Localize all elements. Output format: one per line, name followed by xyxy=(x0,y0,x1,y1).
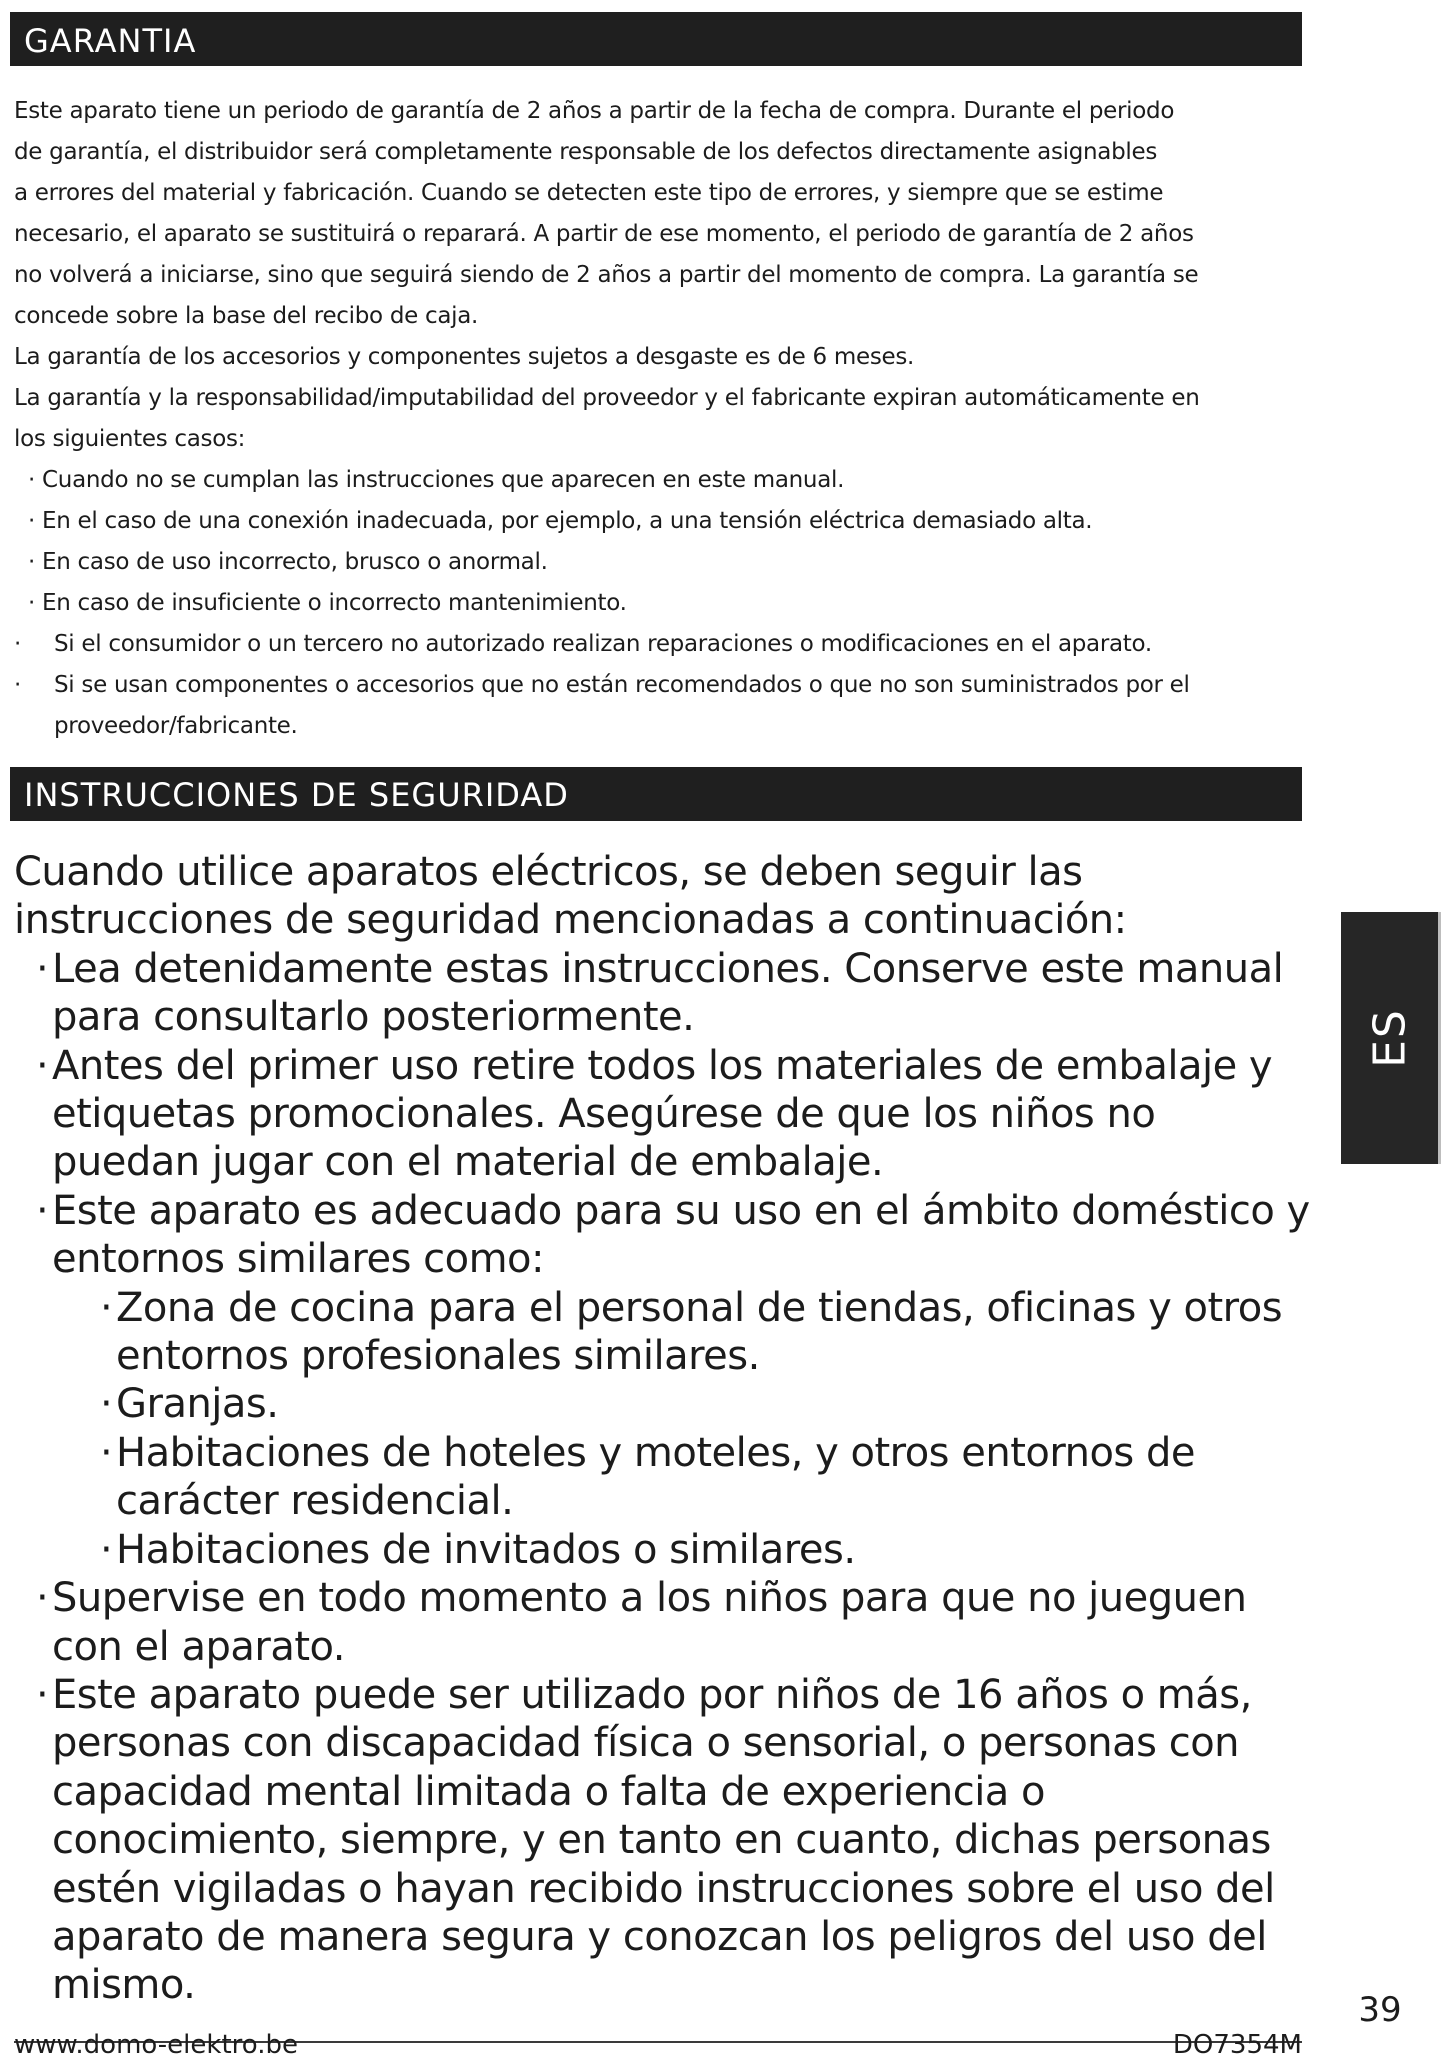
safety-intro: Cuando utilice aparatos eléctricos, se deben seguir las instrucciones de seguridad mencionadas a continuación: xyxy=(14,849,1127,944)
safety-subitem: · Zona de cocina para el personal de tiendas, oficinas y otros entornos profesionales similares. xyxy=(14,1284,1316,1381)
safety-item: · Supervise en todo momento a los niños para que no jueguen con el aparato. xyxy=(14,1574,1292,1671)
footer-model-number: DO7354M xyxy=(1172,2030,1302,2060)
warranty-line: los siguientes casos: xyxy=(14,426,246,452)
warranty-line: La garantía de los accesorios y componentes sujetos a desgaste es de 6 meses. xyxy=(14,344,915,370)
safety-subitem: · Habitaciones de invitados o similares. xyxy=(14,1526,1316,1574)
safety-subitem: · Habitaciones de hoteles y moteles, y otros entornos de carácter residencial. xyxy=(14,1429,1256,1526)
safety-subitem: · Granjas. xyxy=(14,1380,1316,1428)
page-number: 39 xyxy=(1358,1990,1402,2030)
safety-item: · Este aparato es adecuado para su uso en el ámbito doméstico y entornos similares como: xyxy=(14,1187,1312,1284)
language-tab xyxy=(1341,912,1441,1164)
warranty-bullet: · Si el consumidor o un tercero no autorizado realizan reparaciones o modificaciones en el aparato. xyxy=(14,624,1304,665)
safety-body xyxy=(14,848,1314,2010)
safety-heading: INSTRUCCIONES DE SEGURIDAD xyxy=(10,767,1302,821)
warranty-body xyxy=(14,91,1304,747)
safety-item: · Lea detenidamente estas instrucciones. Conserve este manual para consultarlo posteriormente. xyxy=(14,945,1312,1042)
warranty-line: concede sobre la base del recibo de caja. xyxy=(14,303,479,329)
warranty-line: a errores del material y fabricación. Cuando se detecten este tipo de errores, y siempre que se estime xyxy=(14,180,1164,206)
warranty-line: necesario, el aparato se sustituirá o reparará. A partir de ese momento, el periodo de garantía de 2 años xyxy=(14,221,1194,247)
warranty-line: La garantía y la responsabilidad/imputabilidad del proveedor y el fabricante expiran automáticamente en xyxy=(14,385,1200,411)
warranty-line: Este aparato tiene un periodo de garantía de 2 años a partir de la fecha de compra. Durante el periodo xyxy=(14,98,1175,124)
warranty-line: no volverá a iniciarse, sino que seguirá siendo de 2 años a partir del momento de compra. La garantía se xyxy=(14,262,1199,288)
warranty-line: de garantía, el distribuidor será completamente responsable de los defectos directamente asignables xyxy=(14,139,1158,165)
language-label: ES xyxy=(1364,1008,1415,1068)
safety-item: · Antes del primer uso retire todos los materiales de embalaje y etiquetas promocionales. Asegúrese de que los niños no puedan jugar con el material de embalaje. xyxy=(14,1042,1292,1187)
footer-website: www.domo-elektro.be xyxy=(14,2030,298,2060)
safety-item: · Este aparato puede ser utilizado por niños de 16 años o más, personas con discapacidad física o sensorial, o personas con capacidad mental limitada o falta de experiencia o conocimiento, siempre, y en tanto en cuanto, dichas personas estén vigiladas o hayan recibido instrucciones sobre el uso del aparato de manera segura y conozcan los peligros del uso del mismo. xyxy=(14,1671,1314,2010)
warranty-heading: GARANTIA xyxy=(10,12,1302,66)
warranty-bullet: · En caso de insuficiente o incorrecto mantenimiento. xyxy=(14,583,1304,624)
warranty-bullet: · Cuando no se cumplan las instrucciones que aparecen en este manual. xyxy=(14,460,1304,501)
warranty-bullet: · Si se usan componentes o accesorios que no están recomendados o que no son suministrados por el proveedor/fabricante. xyxy=(14,665,1279,747)
warranty-bullet: · En caso de uso incorrecto, brusco o anormal. xyxy=(14,542,1304,583)
warranty-bullet: · En el caso de una conexión inadecuada, por ejemplo, a una tensión eléctrica demasiado alta. xyxy=(14,501,1304,542)
